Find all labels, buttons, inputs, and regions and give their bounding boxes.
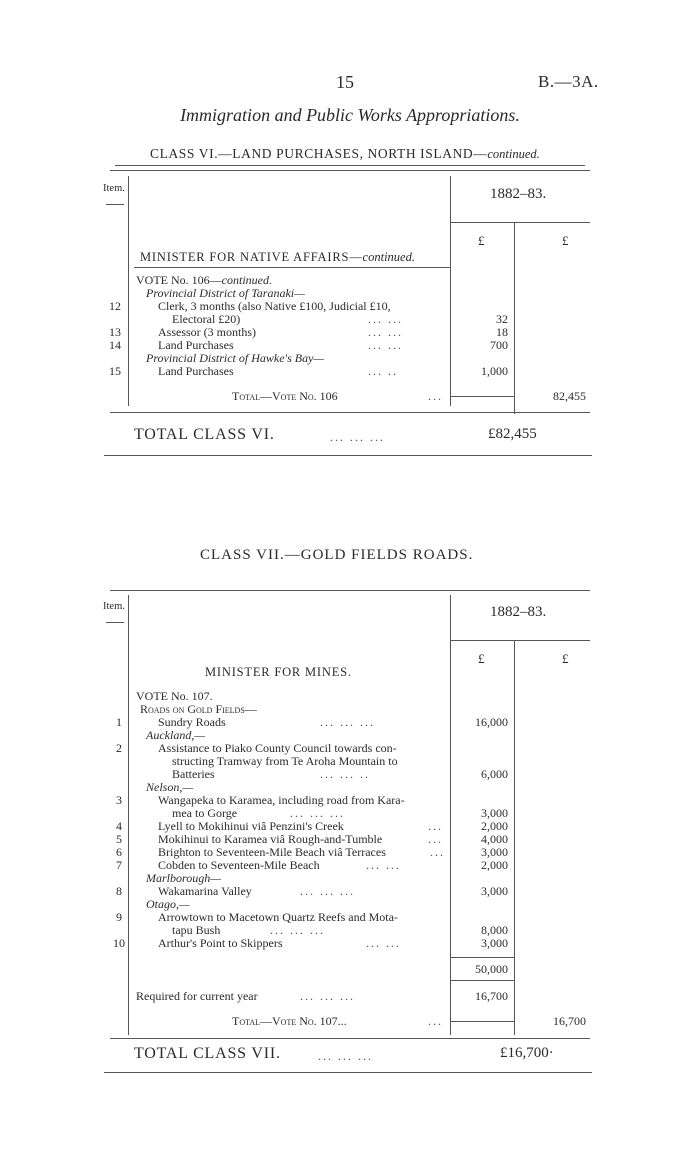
class6-row12-dots: ... ... <box>368 312 403 326</box>
class6-minister-rule <box>134 267 450 268</box>
class7-year: 1882–83. <box>490 604 547 620</box>
class7-total-class-dots: ... ... ... <box>318 1049 373 1063</box>
class7-row8-line1: Wakamarina Valley <box>158 884 252 898</box>
class6-rule-top2 <box>110 170 590 171</box>
class6-year: 1882–83. <box>490 186 547 202</box>
class6-row12-amount: 32 <box>496 312 508 326</box>
class6-heading <box>150 146 540 162</box>
class6-pound-2: £ <box>562 233 569 248</box>
class7-row6-dots: ... <box>430 845 445 859</box>
class7-pound-2: £ <box>562 651 569 666</box>
class7-row9-amount: 8,000 <box>481 923 508 937</box>
class6-row13-dots: ... ... <box>368 325 403 339</box>
class7-item-underline <box>106 622 124 623</box>
class6-row13-amount: 18 <box>496 325 508 339</box>
class6-total-vote-amount: 82,455 <box>553 389 586 403</box>
class7-subtotal: 50,000 <box>475 962 508 976</box>
class6-row14-amount: 700 <box>490 338 508 352</box>
class7-item-6: 6 <box>116 845 122 859</box>
class6-minister-text: MINISTER FOR NATIVE AFFAIRS— <box>140 250 363 264</box>
class7-auckland: Auckland,— <box>146 728 205 742</box>
class7-total-class-label: TOTAL CLASS VII. <box>134 1045 281 1062</box>
class7-total-vote-label: Total—Vote No. 107... <box>232 1014 347 1028</box>
class7-item-1: 1 <box>116 715 122 729</box>
class7-item-3: 3 <box>116 793 122 807</box>
class6-col-divider-right <box>514 222 515 414</box>
class7-row2-line1: Assistance to Piako County Council towards con- <box>158 741 397 755</box>
class6-item-underline <box>106 204 124 205</box>
class7-item-2: 2 <box>116 741 122 755</box>
class7-row8-dots: ... ... ... <box>300 884 355 898</box>
class7-row9-line1: Arrowtown to Macetown Quartz Reefs and Mota- <box>158 910 398 924</box>
class6-row15-dots: ... .. <box>368 364 398 378</box>
class7-row4-dots: ... <box>428 819 443 833</box>
class7-row1-dots: ... ... ... <box>320 715 375 729</box>
page-title: Immigration and Public Works Appropriations. <box>180 105 520 125</box>
class7-item-5: 5 <box>116 832 122 846</box>
class7-item-9: 9 <box>116 910 122 924</box>
class6-total-class-dots: ... ... ... <box>330 430 385 444</box>
class7-row1-line1: Sundry Roads <box>158 715 226 729</box>
class7-row5-line1: Mokihinui to Karamea viâ Rough-and-Tumble <box>158 832 383 846</box>
class7-nelson: Nelson,— <box>146 780 194 794</box>
class6-heading-text: CLASS VI.—LAND PURCHASES, NORTH ISLAND— <box>150 146 488 161</box>
class6-item-15: 15 <box>109 364 121 378</box>
class6-district-hawkes-bay: Provincial District of Hawke's Bay— <box>146 351 325 365</box>
class7-row1-amount: 16,000 <box>475 715 508 729</box>
class7-row9-line2: tapu Bush <box>172 923 221 937</box>
class7-minister: MINISTER FOR MINES. <box>205 665 352 679</box>
class7-row7-amount: 2,000 <box>481 858 508 872</box>
class7-rule-final <box>104 1072 592 1073</box>
class6-row13-line1: Assessor (3 months) <box>158 325 256 339</box>
class6-rule-bottom <box>110 412 590 413</box>
class7-total-class-amount: £16,700· <box>500 1045 554 1061</box>
class7-row3-line1: Wangapeka to Karamea, including road from Kara- <box>158 793 405 807</box>
class6-minister <box>140 250 415 264</box>
class6-district-taranaki: Provincial District of Taranaki— <box>146 286 305 300</box>
class6-row12-line1: Clerk, 3 months (also Native £100, Judicial £10, <box>158 299 391 313</box>
class7-otago: Otago,— <box>146 897 190 911</box>
class7-row5-dots: ... <box>428 832 443 846</box>
class7-item-8: 8 <box>116 884 122 898</box>
class7-row3-amount: 3,000 <box>481 806 508 820</box>
class6-year-rule <box>450 222 590 223</box>
class7-row2-line2: structing Tramway from Te Aroha Mountain to <box>172 754 398 768</box>
class7-rule-top <box>110 590 590 591</box>
class7-required-dots: ... ... ... <box>300 989 355 1003</box>
class6-total-class-label: TOTAL CLASS VI. <box>134 426 275 443</box>
class6-heading-cont: continued. <box>487 147 540 161</box>
class7-row2-amount: 6,000 <box>481 767 508 781</box>
class7-subtotal-rule-bottom <box>450 980 514 981</box>
class7-row8-amount: 3,000 <box>481 884 508 898</box>
class7-row3-dots: ... ... ... <box>290 806 345 820</box>
class7-row4-amount: 2,000 <box>481 819 508 833</box>
class6-total-vote-label: Total—Vote No. 106 <box>232 389 338 403</box>
class7-required-amount: 16,700 <box>475 989 508 1003</box>
class6-item-header: Item. <box>103 183 125 194</box>
class7-item-4: 4 <box>116 819 122 833</box>
class6-rule-top <box>115 165 585 166</box>
class7-row6-line1: Brighton to Seventeen-Mile Beach viâ Terraces <box>158 845 386 859</box>
class7-row4-line1: Lyell to Mokihinui viâ Penzini's Creek <box>158 819 344 833</box>
class6-rule-final <box>104 455 592 456</box>
class7-total-vote-rule <box>450 1021 514 1022</box>
class7-row2-dots: ... ... .. <box>320 767 370 781</box>
class7-total-vote-amount: 16,700 <box>553 1014 586 1028</box>
class6-pound-1: £ <box>478 233 485 248</box>
class6-vote <box>136 273 272 287</box>
class7-subtotal-rule-top <box>450 957 514 958</box>
class7-heading: CLASS VII.—GOLD FIELDS ROADS. <box>200 547 474 563</box>
class7-item-header: Item. <box>103 601 125 612</box>
class6-row15-line1: Land Purchases <box>158 364 234 378</box>
class6-row14-line1: Land Purchases <box>158 338 234 352</box>
class6-item-13: 13 <box>109 325 121 339</box>
class7-row6-amount: 3,000 <box>481 845 508 859</box>
class7-vote: VOTE No. 107. <box>136 689 213 703</box>
class6-total-class-amount: £82,455 <box>488 426 537 442</box>
class7-row10-amount: 3,000 <box>481 936 508 950</box>
class6-row15-amount: 1,000 <box>481 364 508 378</box>
class7-col-divider-right <box>514 640 515 1035</box>
class7-row3-line2: mea to Gorge <box>172 806 238 820</box>
class7-marlborough: Marlborough— <box>146 871 221 885</box>
class7-item-10: 10 <box>113 936 125 950</box>
class7-rule-bottom <box>110 1038 590 1039</box>
class7-row10-dots: ... ... <box>366 936 401 950</box>
class6-total-vote-rule <box>450 396 514 397</box>
page-reference: B.—3A. <box>538 72 599 91</box>
class7-roads-heading: Roads on Gold Fields— <box>140 702 257 716</box>
class6-item-12: 12 <box>109 299 121 313</box>
class7-row7-line1: Cobden to Seventeen-Mile Beach <box>158 858 320 872</box>
class7-year-rule <box>450 640 590 641</box>
class6-row12-line2: Electoral £20) <box>172 312 241 326</box>
page-number: 15 <box>336 72 354 92</box>
class6-row14-dots: ... ... <box>368 338 403 352</box>
class6-vote-cont: continued. <box>221 273 272 287</box>
class7-row5-amount: 4,000 <box>481 832 508 846</box>
class7-item-7: 7 <box>116 858 122 872</box>
class6-vote-text: VOTE No. 106— <box>136 273 222 287</box>
class7-row9-dots: ... ... ... <box>270 923 325 937</box>
class7-col-divider-left <box>128 595 129 1035</box>
class7-total-vote-dots: ... <box>428 1014 443 1028</box>
class6-item-14: 14 <box>109 338 121 352</box>
class6-total-vote-dots: ... <box>428 389 443 403</box>
class7-pound-1: £ <box>478 651 485 666</box>
class7-row2-line3: Batteries <box>172 767 215 781</box>
class7-row7-dots: ... ... <box>366 858 401 872</box>
class7-row10-line1: Arthur's Point to Skippers <box>158 936 283 950</box>
class6-minister-cont: continued. <box>362 250 415 264</box>
class7-required-label: Required for current year <box>136 989 258 1003</box>
